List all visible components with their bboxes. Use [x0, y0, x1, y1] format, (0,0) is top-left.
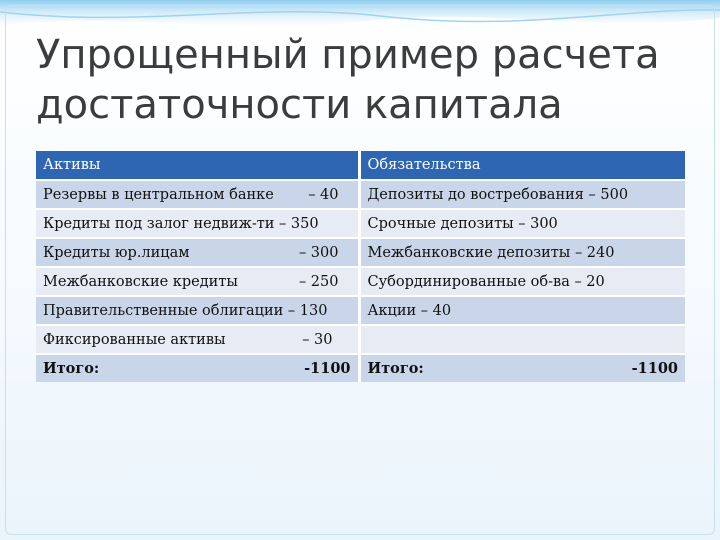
asset-value: – 30: [302, 331, 333, 348]
liability-cell: Срочные депозиты – 300: [359, 209, 685, 238]
header-liabilities: Обязательства: [359, 151, 685, 180]
asset-label: Кредиты юр.лицам: [43, 244, 190, 261]
asset-cell: [36, 180, 359, 209]
table-row: [36, 238, 685, 267]
asset-value: – 300: [298, 244, 339, 261]
title-line-2: достаточности капитала: [36, 82, 563, 128]
asset-label: Фиксированные активы: [43, 331, 226, 348]
asset-label: Резервы в центральном банке: [43, 186, 274, 203]
asset-total-value: -1100: [304, 360, 351, 377]
liability-total-label: Итого:: [367, 360, 424, 377]
liability-cell: Акции – 40: [359, 296, 685, 325]
table-row: [36, 325, 685, 354]
liability-cell: Межбанковские депозиты – 240: [359, 238, 685, 267]
asset-cell: [36, 267, 359, 296]
table-header-row: [36, 151, 685, 180]
table-row: [36, 296, 685, 325]
liability-total-value: -1100: [631, 360, 678, 377]
asset-total-label: Итого:: [43, 360, 100, 377]
table-row: [36, 267, 685, 296]
liability-cell: [359, 325, 685, 354]
slide-title: [36, 30, 696, 130]
balance-table: [36, 151, 685, 382]
asset-cell: Правительственные облигации – 130: [36, 296, 359, 325]
asset-cell: [36, 238, 359, 267]
asset-cell: [36, 325, 359, 354]
asset-value: – 250: [298, 273, 339, 290]
liability-total-cell: [359, 354, 685, 382]
title-line-1: Упрощенный пример расчета: [36, 32, 660, 78]
table-total-row: [36, 354, 685, 382]
table-row: [36, 180, 685, 209]
liability-cell: Субординированные об-ва – 20: [359, 267, 685, 296]
liability-cell: Депозиты до востребования – 500: [359, 180, 685, 209]
asset-total-cell: [36, 354, 359, 382]
header-assets: Активы: [36, 151, 359, 180]
asset-cell: Кредиты под залог недвиж-ти – 350: [36, 209, 359, 238]
asset-value: – 40: [308, 186, 339, 203]
table-row: [36, 209, 685, 238]
asset-label: Межбанковские кредиты: [43, 273, 238, 290]
